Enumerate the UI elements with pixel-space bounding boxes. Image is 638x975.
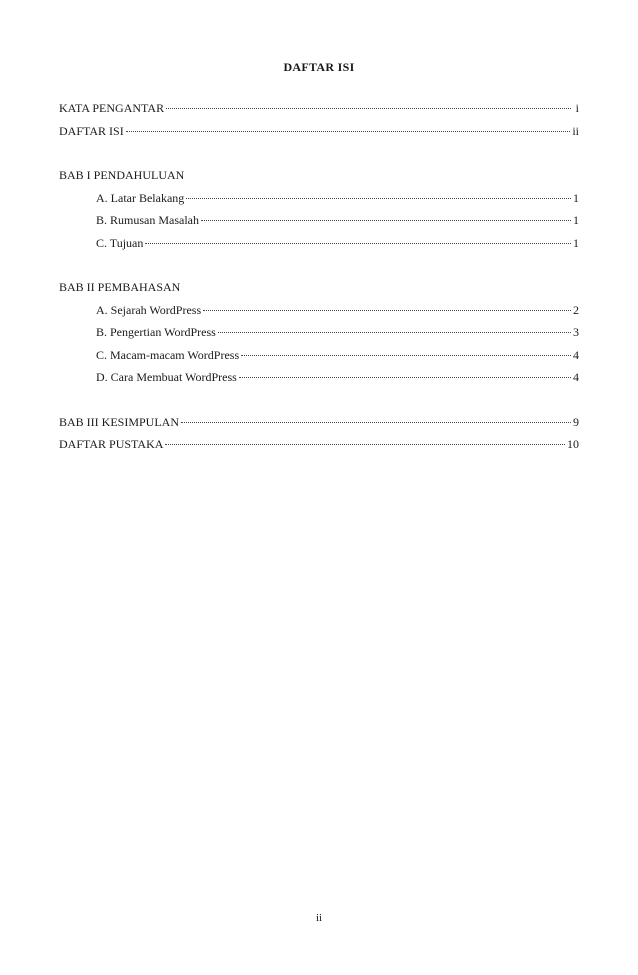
- toc-entry-page: 1: [573, 213, 579, 227]
- toc-chapter-heading[interactable]: BAB II PEMBAHASAN: [59, 280, 181, 294]
- dot-leader: [239, 376, 571, 378]
- toc-entry[interactable]: [59, 415, 579, 438]
- toc-entry[interactable]: [59, 348, 579, 371]
- toc-entry-label: B. Rumusan Masalah: [96, 213, 199, 227]
- toc-entry-label: BAB III KESIMPULAN: [59, 414, 179, 429]
- toc-entry[interactable]: [59, 124, 579, 147]
- toc-entry-page: i: [575, 101, 579, 115]
- toc-entry-label: A. Sejarah WordPress: [96, 302, 202, 317]
- toc-entry-page: 3: [573, 325, 579, 339]
- toc-entry[interactable]: [59, 303, 579, 326]
- toc-entry-label: DAFTAR ISI: [59, 123, 124, 138]
- toc-entry-page: 9: [573, 414, 579, 429]
- dot-leader: [241, 354, 571, 356]
- toc-entry-label: C. Macam-macam WordPress: [96, 347, 240, 362]
- toc-entry[interactable]: [59, 191, 579, 214]
- toc-entry[interactable]: [59, 213, 579, 236]
- toc-entry-page: 10: [567, 437, 579, 451]
- page-title: DAFTAR ISI: [283, 60, 355, 74]
- toc-group-back-matter: [59, 415, 579, 460]
- toc-entry-label: C. Tujuan: [96, 235, 144, 250]
- toc-entry-page: 4: [573, 347, 579, 362]
- toc-entry[interactable]: [59, 437, 579, 460]
- dot-leader: [166, 107, 571, 109]
- toc-chapter-heading[interactable]: BAB I PENDAHULUAN: [59, 168, 185, 182]
- toc-entry-label: D. Cara Membuat WordPress: [96, 370, 237, 384]
- dot-leader: [218, 331, 571, 333]
- dot-leader: [181, 421, 571, 423]
- toc-entry-label: KATA PENGANTAR: [59, 101, 165, 115]
- dot-leader: [203, 309, 571, 311]
- toc-group-front-matter: [59, 101, 579, 146]
- page-number-footer: ii: [315, 912, 323, 924]
- toc-entry-label: A. Latar Belakang: [96, 190, 185, 205]
- dot-leader: [165, 443, 565, 445]
- dot-leader: [186, 197, 571, 199]
- toc-entry[interactable]: [59, 325, 579, 348]
- toc-entry-page: 4: [573, 370, 579, 384]
- toc-entry-page: ii: [572, 123, 579, 138]
- toc-entry[interactable]: [59, 236, 579, 259]
- toc-group-bab-1: [59, 168, 579, 258]
- toc-entry-label: B. Pengertian WordPress: [96, 325, 216, 339]
- toc-entry-page: 2: [573, 302, 579, 317]
- toc-entry-label: DAFTAR PUSTAKA: [59, 437, 164, 451]
- dot-leader: [126, 130, 571, 132]
- toc-entry-page: 1: [573, 190, 579, 205]
- toc-group-bab-2: [59, 280, 579, 393]
- dot-leader: [145, 242, 571, 244]
- dot-leader: [201, 219, 571, 221]
- toc-entry[interactable]: [59, 370, 579, 393]
- toc-entry-page: 1: [573, 235, 579, 250]
- table-of-contents: [59, 101, 579, 460]
- toc-entry[interactable]: [59, 101, 579, 124]
